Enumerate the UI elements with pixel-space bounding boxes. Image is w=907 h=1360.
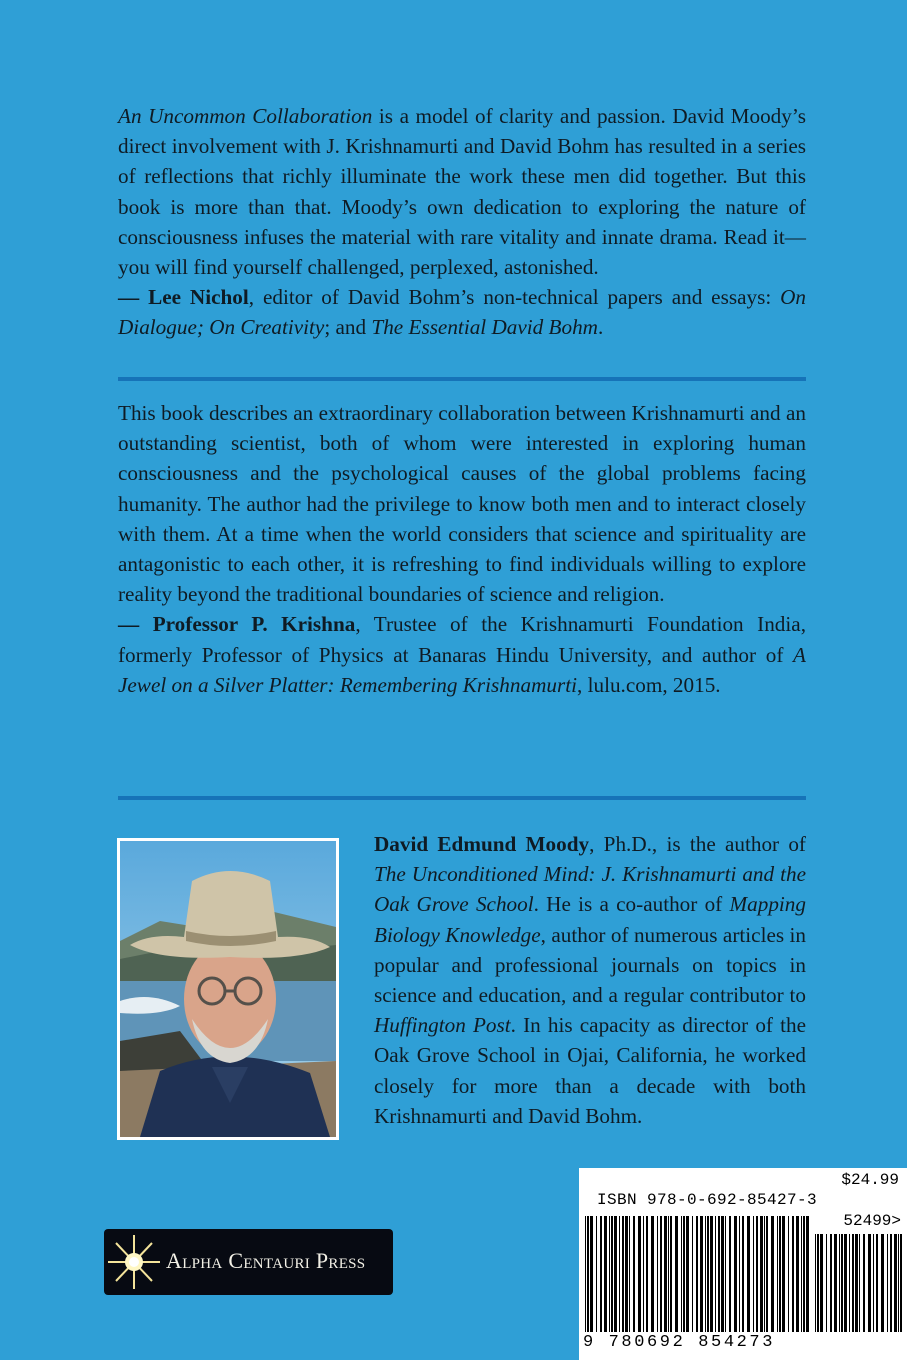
reviewer-credit: . <box>598 315 604 340</box>
barcode-bar <box>718 1216 720 1332</box>
bio-text: , author of numerous articles in popular and professional journals on topics in science and education, and a regular contributor to <box>374 922 807 1008</box>
author-bio <box>374 829 806 1131</box>
barcode-bar <box>868 1234 871 1332</box>
price-addon-code: 52499> <box>843 1212 901 1230</box>
barcode-bar <box>852 1234 854 1332</box>
barcode-bar <box>725 1216 726 1332</box>
barcode-bar <box>826 1234 827 1332</box>
barcode-bar <box>619 1216 620 1332</box>
ean-digits: 9 780692 854273 <box>583 1333 776 1352</box>
barcode-bar <box>675 1216 678 1332</box>
barcode-bar <box>841 1234 843 1332</box>
barcode-bar <box>633 1216 635 1332</box>
reviewer-credit: , lulu.com, 2015. <box>577 672 721 697</box>
barcode-bar <box>696 1216 698 1332</box>
bio-book-title: Mapping Biology Knowledge <box>374 892 806 947</box>
barcode-bar <box>801 1216 802 1332</box>
barcode-bar <box>625 1216 628 1332</box>
price: $24.99 <box>841 1171 899 1189</box>
barcode-bar <box>844 1234 847 1332</box>
barcode-bar <box>705 1216 706 1332</box>
author-name: David Edmund Moody <box>374 832 590 856</box>
barcode-bar <box>683 1216 685 1332</box>
barcode-bar <box>596 1216 597 1332</box>
barcode-bar <box>894 1234 897 1332</box>
barcode-bar <box>779 1216 781 1332</box>
barcode-bar <box>863 1234 865 1332</box>
barcode-bar <box>660 1216 662 1332</box>
barcode-bar <box>664 1216 667 1332</box>
star-icon <box>104 1229 166 1295</box>
barcode-bar <box>873 1234 874 1332</box>
barcode-bar <box>766 1216 768 1332</box>
barcode-bar <box>817 1234 819 1332</box>
publisher-name: Alpha Centauri Press <box>166 1248 366 1273</box>
barcode-bar <box>715 1216 716 1332</box>
barcode-bar <box>668 1216 669 1332</box>
barcode-bar <box>803 1216 805 1332</box>
barcode-bar <box>792 1216 794 1332</box>
barcode-bar <box>834 1234 837 1332</box>
barcode-bar <box>777 1216 778 1332</box>
barcode-bar <box>855 1234 858 1332</box>
barcode-bar <box>747 1216 750 1332</box>
barcode-bar <box>830 1234 832 1332</box>
barcode-panel <box>579 1168 907 1360</box>
barcode-bar <box>742 1216 744 1332</box>
barcode-bar <box>876 1234 878 1332</box>
barcode-bar <box>806 1216 809 1332</box>
barcode-bar <box>849 1234 850 1332</box>
barcode-bar <box>739 1216 740 1332</box>
barcode-bar <box>646 1216 648 1332</box>
barcode-bar <box>686 1216 689 1332</box>
barcode-bar <box>707 1216 709 1332</box>
barcode-bar <box>881 1234 884 1332</box>
barcode-bar <box>898 1234 899 1332</box>
barcode-bar <box>887 1234 888 1332</box>
reviewer-name: — Lee Nichol <box>118 285 249 310</box>
review-p-krishna <box>118 398 806 700</box>
divider <box>118 796 806 800</box>
isbn: ISBN 978-0-692-85427-3 <box>597 1191 818 1209</box>
barcode-bar <box>614 1216 617 1332</box>
reviewer-credit: ; and <box>324 315 372 340</box>
barcode-bar <box>729 1216 731 1332</box>
reviewer-credit: , editor of David Bohm’s non-technical papers and essays: <box>248 285 781 310</box>
barcode-bar <box>700 1216 703 1332</box>
barcode-bar <box>815 1234 816 1332</box>
barcode-bar <box>670 1216 672 1332</box>
barcode-bar <box>796 1216 799 1332</box>
reviewer-credit-title: A Jewel on a Silver Platter: Remembering Krishnamurti <box>118 642 806 697</box>
author-photo <box>117 838 339 1140</box>
barcode-bar <box>890 1234 892 1332</box>
barcode-bar <box>638 1216 641 1332</box>
barcode-bar <box>600 1216 602 1332</box>
barcode-bar <box>587 1216 589 1332</box>
barcode-bar <box>681 1216 682 1332</box>
barcode-bar <box>604 1216 607 1332</box>
barcode-bar <box>900 1234 902 1332</box>
review-lee-nichol <box>118 101 806 343</box>
bio-text: . He is a co-author of <box>533 892 730 917</box>
barcode-bar <box>710 1216 713 1332</box>
barcode-bar <box>734 1216 737 1332</box>
barcode-bar <box>622 1216 624 1332</box>
barcode-bar <box>611 1216 613 1332</box>
barcode-bar <box>760 1216 763 1332</box>
divider <box>118 377 806 381</box>
reviewer-credit-title: On Dialogue; On Creativity <box>118 285 807 340</box>
barcode-bar <box>771 1216 774 1332</box>
barcode-bar <box>643 1216 644 1332</box>
barcode-bar <box>692 1216 693 1332</box>
bio-publication-title: Huffington Post <box>374 1013 511 1038</box>
review-body: is a model of clarity and passion. David Moody’s direct involvement with J. Krishnamurti and David Bohm has resulted in a series of reflections that richly illuminate the work these men did together. But this book is more than that. Moody’s own dedication to exploring the nature of consciousness infuses the material with rare vitality and innate drama. Read it—you will find yourself challenged, perplexed, astonished. <box>118 104 806 280</box>
barcode-bar <box>585 1216 586 1332</box>
book-title-italic: An Uncommon Collaboration <box>118 104 373 128</box>
bio-book-title: The Unconditioned Mind: J. Krishnamurti and the Oak Grove School <box>374 862 806 917</box>
barcode-bar <box>590 1216 593 1332</box>
barcode-bar <box>753 1216 754 1332</box>
barcode-bar <box>609 1216 610 1332</box>
reviewer-credit: , Trustee of the Krishnamurti Foundation India, formerly Professor of Physics at Banaras Hindu University, and author of <box>118 612 806 667</box>
barcode-bar <box>657 1216 658 1332</box>
barcode-bar <box>756 1216 758 1332</box>
barcode-bars <box>579 1168 907 1360</box>
reviewer-name: — Professor P. Krishna <box>118 612 356 637</box>
barcode-bar <box>651 1216 654 1332</box>
barcode-bar <box>721 1216 724 1332</box>
barcode-bar <box>764 1216 765 1332</box>
barcode-bar <box>839 1234 840 1332</box>
barcode-bar <box>859 1234 860 1332</box>
bio-text: . In his capacity as director of the Oak Grove School in Ojai, California, he worked closely for more than a decade with both Krishnamurti and David Bohm. <box>374 1013 807 1128</box>
publisher-logo <box>104 1229 393 1295</box>
barcode-bar <box>629 1216 630 1332</box>
barcode-bar <box>788 1216 789 1332</box>
barcode-bar <box>820 1234 823 1332</box>
bio-text: , Ph.D., is the author of <box>589 832 806 856</box>
review-body: This book describes an extraordinary collaboration between Krishnamurti and an outstanding scientist, both of whom were interested in exploring human consciousness and the psychological causes of the global problems facing humanity. The author had the privilege to know both men and to interact closely with them. At a time when the world considers that science and spirituality are antagonistic to each other, it is refreshing to find individuals willing to explore reality beyond the traditional boundaries of science and religion. <box>118 401 806 607</box>
reviewer-credit-title: The Essential David Bohm <box>371 315 598 340</box>
barcode-bar <box>782 1216 785 1332</box>
